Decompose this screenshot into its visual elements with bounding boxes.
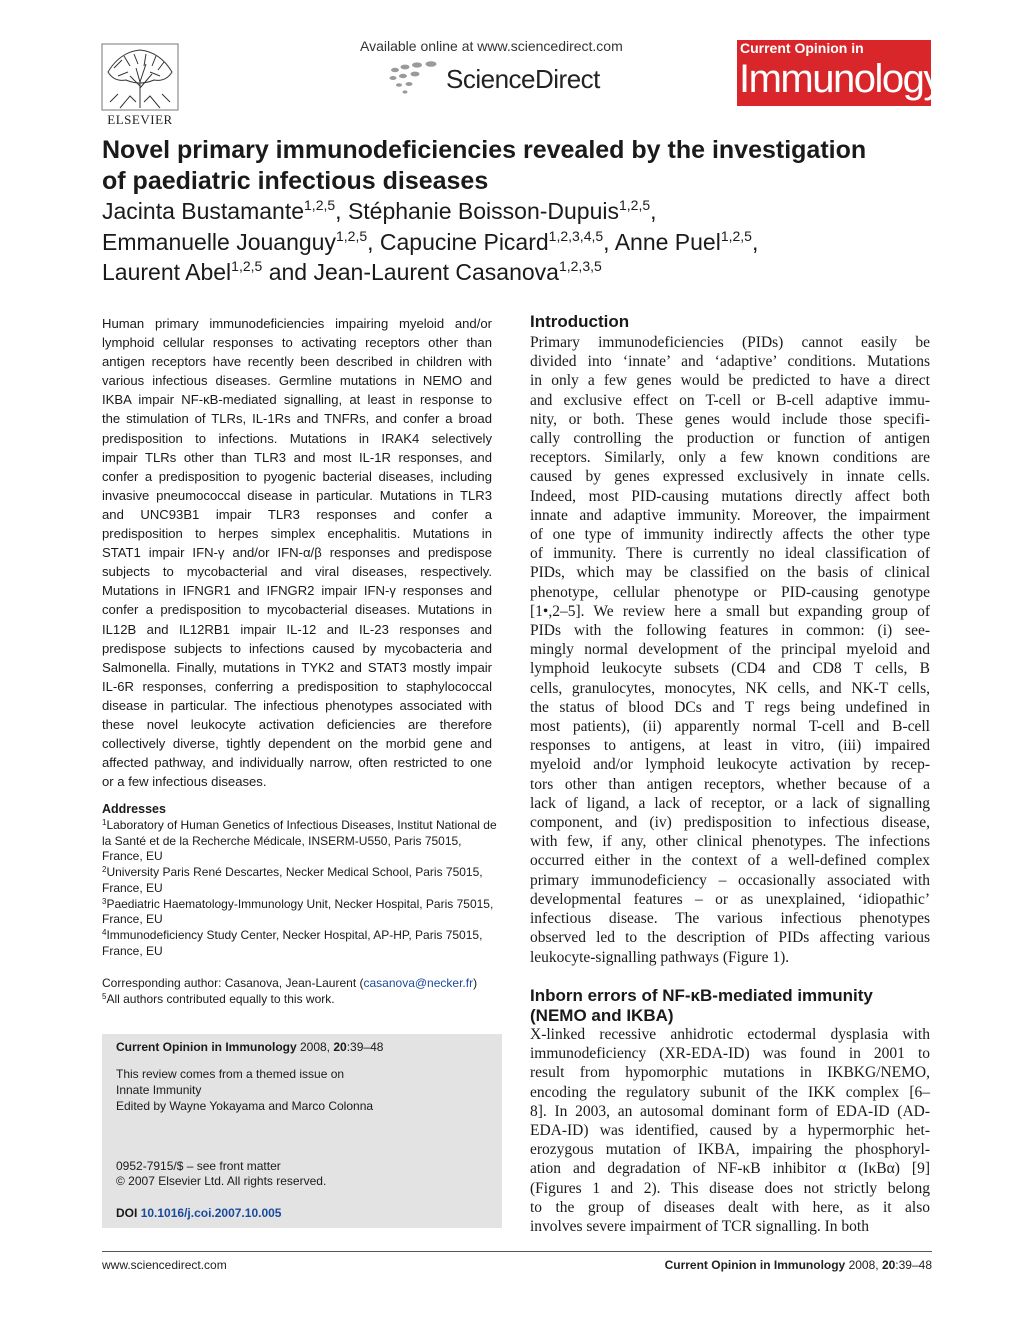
address-item: [102, 897, 502, 928]
text-line: the status of blood DCs and T regs being undefined in: [530, 698, 930, 716]
footer-pages: :39–48: [895, 1258, 932, 1272]
addresses-list: [102, 818, 502, 959]
text-line: EDA-ID) was identified, caused by a hypermorphic het-: [530, 1122, 930, 1140]
author-name: Stéphanie Boisson-Dupuis: [347, 198, 619, 224]
text-line: primary immunodeficiency – occasionally associated with: [530, 871, 930, 889]
text-line: affected pathway, and individually narrow, often restricted to one: [102, 755, 492, 771]
text-line: of one type of immunity indirectly affects the other type: [530, 526, 930, 544]
introduction-heading: Introduction: [530, 312, 630, 331]
author-sep: ,: [751, 228, 759, 255]
text-line: IL12B and IL12RB1 impair IL-12 and IL-23 responses and: [102, 621, 492, 637]
addresses-heading: Addresses: [102, 802, 166, 816]
text-line: X-linked recessive anhidrotic ectodermal dysplasia with: [530, 1026, 930, 1043]
address-num: 2: [102, 865, 107, 875]
text-line: with few, if any, other clinical phenotypes. The infections: [530, 833, 930, 851]
doi-link[interactable]: 10.1016/j.coi.2007.10.005: [140, 1206, 282, 1220]
author-line: [102, 257, 932, 288]
text-line: mingly normal development of the principal myeloid and: [530, 641, 930, 659]
text-line: confer a predisposition to mycobacterial diseases. Mutations in: [102, 602, 492, 618]
footer-volume: 20: [881, 1258, 896, 1272]
text-line: tors other than antigen receptors, whether because of a: [530, 775, 930, 793]
available-online-text: Available online at www.sciencedirect.com: [360, 38, 623, 54]
address-text: Paediatric Haematology-Immunology Unit, Necker Hospital, Paris 75015, France, EU: [102, 896, 494, 927]
text-line: invasive pneumococcal disease in particular. Mutations in TLR3: [102, 487, 492, 503]
corresponding-line: [102, 976, 502, 992]
text-line: involves severe impairment of TCR signalling. In both: [530, 1218, 869, 1236]
text-line: cally controlling the production or function of antigen: [530, 430, 930, 448]
footer-year: 2008,: [845, 1258, 882, 1272]
address-text: Laboratory of Human Genetics of Infectious Diseases, Institut National de la Santé et de la Recherche Médicale, INSERM-U550, Paris 75015, France, EU: [102, 818, 497, 864]
text-line: and UNC93B1 impair TLR3 responses and confer a: [102, 506, 492, 522]
text-line: developmental features – or as unexplained, ‘idiopathic’: [530, 890, 930, 908]
author-affil: 1,2,3,5: [558, 258, 602, 274]
corresponding-author: [102, 976, 502, 1007]
theme-line: Innate Immunity: [116, 1083, 202, 1097]
text-line: Mutations in IFNGR1 and IFNGR2 impair IFN-γ responses and: [102, 583, 492, 599]
address-num: 4: [102, 927, 107, 937]
footer-rule: [102, 1251, 932, 1252]
journal-logo-top: Current Opinion in: [740, 40, 864, 56]
text-line: innate and adaptive immunity. Moreover, the impairment: [530, 506, 930, 524]
author-name: Capucine Picard: [379, 228, 549, 255]
text-line: caused by genes expressed exclusively in innate cells.: [530, 468, 930, 486]
copyright-line: © 2007 Elsevier Ltd. All rights reserved.: [116, 1174, 327, 1188]
text-line: PIDs, which may be classified on the basis of clinical: [530, 564, 930, 582]
text-line: predisposition to infections. Mutations in IRAK4 selectively: [102, 430, 492, 446]
text-line: to the group of diseases dealt with here, as it also: [530, 1198, 930, 1216]
address-text: Immunodeficiency Study Center, Necker Hospital, AP-HP, Paris 75015, France, EU: [102, 927, 483, 958]
text-line: phenotype, cellular phenotype or PID-causing genotype: [530, 583, 930, 601]
author-name: Jean-Laurent Casanova: [313, 259, 559, 285]
nfkb-section-heading: [530, 986, 930, 1026]
note-num: 5: [102, 991, 107, 1001]
publisher-name: ELSEVIER: [107, 112, 173, 127]
citation-pages: :39–48: [346, 1040, 384, 1054]
text-line: lymphoid leukocyte subsets (CD4 and CD8 T cells, B: [530, 660, 930, 678]
address-item: [102, 865, 502, 896]
text-line: leukocyte-signalling pathways (Figure 1).: [530, 948, 790, 966]
text-line: Human primary immunodeficiencies impairing myeloid and/or: [102, 316, 492, 331]
text-line: STAT1 impair IFN-γ and/or IFN-α/β responses and predispose: [102, 545, 492, 561]
text-line: Salmonella. Finally, mutations in TYK2 and STAT3 mostly impair: [102, 659, 492, 675]
author-affil: 1,2,5: [619, 197, 651, 213]
journal-logo-main: Immunology: [739, 57, 942, 101]
text-line: predispose subjects to infections caused by mycobacteria and: [102, 640, 492, 656]
text-line: lack of ligand, a lack of receptor, or a lack of signalling: [530, 794, 930, 812]
text-line: responses to antigens, at least in vitro, (iii) impaired: [530, 737, 930, 755]
text-line: ation and degradation of NF-κB inhibitor α (IκBα) [9]: [530, 1160, 930, 1178]
text-line: in only a few genes would be predicted to have a direct: [530, 372, 930, 390]
text-line: and exclusive effect on T-cell or B-cell adaptive immu-: [530, 391, 930, 409]
text-line: divided into ‘innate’ and ‘adaptive’ conditions. Mutations: [530, 353, 930, 371]
text-line: receptors. Similarly, only a few known conditions are: [530, 449, 930, 467]
article-title: [102, 135, 932, 197]
text-line: subjects to mycobacterial and viral diseases, respectively.: [102, 564, 492, 580]
title-line: Novel primary immunodeficiencies revealed by the investigation: [102, 136, 867, 164]
sciencedirect-wordmark: ScienceDirect: [446, 64, 600, 94]
author-affil: 1,2,5: [304, 197, 336, 213]
text-line: predisposition to herpes simplex encephalitis. Mutations in: [102, 526, 492, 542]
address-item: [102, 928, 502, 959]
author-line: [102, 227, 932, 258]
author-line: [102, 196, 932, 227]
text-line: confer a predisposition to pyogenic bacterial diseases, including: [102, 468, 492, 484]
author-affil: 1,2,5: [231, 258, 263, 274]
citation-year: 2008,: [296, 1040, 334, 1054]
text-line: [1•,2–5]. We review here a small but expanding group of: [530, 602, 930, 620]
footer-website: www.sciencedirect.com: [102, 1258, 227, 1272]
author-affil: 1,2,5: [720, 227, 752, 244]
text-line: Primary immunodeficiencies (PIDs) cannot easily be: [530, 334, 930, 351]
text-line: most patients), (ii) apparently normal T-cell and B-cell: [530, 718, 930, 736]
corresponding-label: Corresponding author: Casanova, Jean-Laurent (: [102, 976, 364, 990]
abstract: [102, 314, 492, 791]
doi-line: [116, 1205, 281, 1221]
text-line: component, and (iv) predisposition to infectious disease,: [530, 814, 930, 832]
section-heading-line: (NEMO and IKBA): [530, 1006, 674, 1025]
author-name: Jacinta Bustamante: [102, 198, 305, 224]
text-line: encoding the regulatory subunit of the IKK complex [6–: [530, 1083, 930, 1101]
author-affil: 1,2,5: [335, 227, 368, 244]
nfkb-section-body: [530, 1025, 930, 1236]
text-line: disease in particular. The infectious phenotypes associated with: [102, 697, 492, 713]
text-line: result from hypomorphic mutations in IKBKG/NEMO,: [530, 1064, 930, 1082]
footer-citation: [560, 1258, 932, 1272]
text-line: observed led to the description of PIDs affecting various: [530, 929, 930, 947]
theme-line: Edited by Wayne Yokayama and Marco Colonna: [116, 1099, 374, 1113]
corresponding-email-link[interactable]: casanova@necker.fr: [363, 976, 474, 990]
author-affil: 1,2,3,4,5: [548, 227, 604, 244]
note-text: All authors contributed equally to this work.: [106, 991, 335, 1006]
text-line: nity, or both. These genes would include those specifi-: [530, 410, 930, 428]
text-line: collectively diverse, tightly dependent on the morbid gene and: [102, 736, 492, 752]
article-info-box: [102, 1034, 502, 1228]
author-name: Anne Puel: [614, 228, 721, 255]
citation-journal: Current Opinion in Immunology: [116, 1040, 297, 1054]
author-name: Laurent Abel: [102, 259, 232, 285]
text-line: immunodeficiency (XR-EDA-ID) was found in 2001 to: [530, 1045, 930, 1063]
author-sep: ,: [650, 198, 657, 224]
text-line: these novel leukocyte activation deficiencies are therefore: [102, 716, 492, 732]
section-heading-line: Inborn errors of NF-κB-mediated immunity: [530, 986, 873, 1005]
address-num: 3: [102, 896, 107, 906]
text-line: PIDs with the following features in common: (i) see-: [530, 622, 930, 640]
text-line: of immunity. There is currently no ideal classification of: [530, 545, 930, 563]
author-sep: ,: [335, 198, 348, 224]
text-line: impair TLRs other than TLR3 and most IL-1R responses, and: [102, 449, 492, 465]
text-line: the stimulation of TLRs, IL-1Rs and TNFRs, and confer a broad: [102, 411, 492, 427]
author-name: Emmanuelle Jouanguy: [102, 228, 336, 255]
text-line: (Figures 1 and 2). This disease does not strictly belong: [530, 1179, 930, 1197]
doi-label: DOI: [116, 1206, 138, 1220]
text-line: myeloid and/or lymphoid leukocyte activation by recep-: [530, 756, 930, 774]
address-num: 1: [102, 818, 107, 827]
corresponding-close: ): [473, 976, 478, 990]
text-line: Indeed, most PID-causing mutations directly affect both: [530, 487, 930, 505]
author-sep: ,: [603, 228, 615, 255]
text-line: IKBA impair NF-κB-mediated signalling, at least in response to: [102, 392, 492, 408]
text-line: occurred either in the context of a well-defined complex: [530, 852, 930, 870]
author-list: [102, 196, 932, 288]
text-line: infectious disease. The various infectious phenotypes: [530, 910, 930, 928]
introduction-body: [530, 333, 930, 967]
text-line: cells, granulocytes, monocytes, NK cells, and NK-T cells,: [530, 679, 930, 697]
footer-journal: Current Opinion in Immunology: [664, 1258, 846, 1272]
citation-volume: 20: [333, 1040, 347, 1054]
text-line: erozygous mutation of IKBA, impairing the phosphoryl-: [530, 1141, 930, 1159]
address-text: University Paris René Descartes, Necker Medical School, Paris 75015, France, EU: [102, 865, 483, 895]
text-line: 8]. In 2003, an autosomal dominant form of EDA-ID (AD-: [530, 1102, 930, 1120]
text-line: lymphoid cellular responses to activating receptors other than: [102, 335, 492, 351]
text-line: IL-6R responses, conferring a predisposition to staphylococcal: [102, 678, 492, 694]
text-line: antigen receptors have recently been described in children with: [102, 354, 492, 370]
citation-line: [116, 1039, 383, 1055]
address-item: [102, 818, 502, 865]
author-sep: ,: [367, 228, 380, 255]
theme-line: This review comes from a themed issue on: [116, 1067, 345, 1081]
text-line: various infectious diseases. Germline mutations in NEMO and: [102, 373, 492, 389]
author-sep: and: [262, 259, 314, 285]
issn-line: 0952-7915/$ – see front matter: [116, 1159, 281, 1173]
equal-contribution-note: [102, 992, 502, 1008]
title-line: of paediatric infectious diseases: [102, 167, 489, 195]
text-line: or a few infectious diseases.: [102, 774, 267, 790]
journal-logo: [737, 40, 942, 106]
